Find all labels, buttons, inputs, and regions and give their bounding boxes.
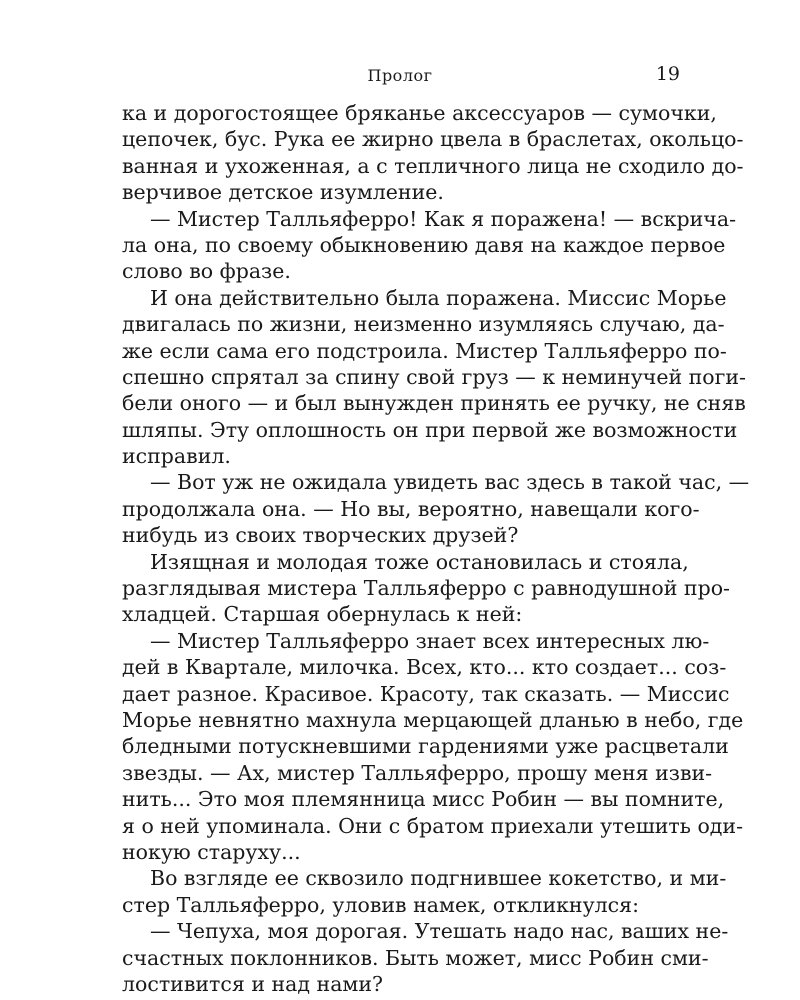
text-line: разглядывая мистера Талльяферро с равнодушной про- (122, 576, 730, 601)
text-line: — Чепуха, моя дорогая. Утешать надо нас, ваших не- (150, 919, 729, 944)
text-line: Изящная и молодая тоже остановилась и стояла, (150, 549, 689, 574)
text-line: исправил. (122, 444, 231, 469)
text-line: же если сама его подстроила. Мистер Талльяферро по- (122, 338, 727, 363)
text-line: верчивое детское изумление. (122, 180, 444, 205)
text-line: цепочек, бус. Рука ее жирно цвела в браслетах, окольцо- (122, 127, 744, 152)
text-line: — Мистер Талльяферро знает всех интересных лю- (150, 628, 710, 653)
page-body (122, 100, 750, 997)
text-line: лостивится и над нами? (122, 971, 384, 996)
chapter-title: Пролог (367, 66, 433, 85)
text-line: Во взгляде ее сквозило подгнившее кокетство, и ми- (150, 866, 727, 891)
text-line: бледными потускневшими гардениями уже расцветали (122, 734, 729, 759)
text-line: спешно спрятал за спину свой груз — к неминучей поги- (122, 364, 746, 389)
text-line: дей в Квартале, милочка. Всех, кто... кто создает... соз- (122, 655, 727, 680)
text-line: — Мистер Талльяферро! Как я поражена! — вскрича- (150, 206, 737, 231)
text-line: Морье невнятно махнула мерцающей дланью в небо, где (122, 707, 744, 732)
text-line: нить... Это моя племянница мисс Робин — вы помните, (122, 787, 725, 812)
text-line: звезды. — Ах, мистер Талльяферро, прошу меня изви- (122, 760, 713, 785)
text-line: ванная и ухоженная, а с тепличного лица не сходило до- (122, 153, 744, 178)
text-line: продолжала она. — Но вы, вероятно, навещали кого- (122, 496, 700, 521)
text-line: хладцей. Старшая обернулась к ней: (122, 602, 523, 627)
text-line: И она действительно была поражена. Миссис Морье (150, 285, 727, 310)
text-line: двигалась по жизни, неизменно изумляясь случаю, да- (122, 312, 725, 337)
text-line: нибудь из своих творческих друзей? (122, 523, 519, 548)
text-line: счастных поклонников. Быть может, мисс Робин сми- (122, 945, 709, 970)
text-line: — Вот уж не ожидала увидеть вас здесь в такой час, — (150, 470, 750, 495)
page-number: 19 (655, 63, 680, 85)
text-line: бели оного — и был вынужден принять ее ручку, не сняв (122, 391, 746, 416)
text-line: стер Талльяферро, уловив намек, откликнулся: (122, 892, 639, 917)
text-line: нокую старуху... (122, 839, 301, 864)
text-line: я о ней упоминала. Они с братом приехали утешить оди- (122, 813, 743, 838)
text-line: ла она, по своему обыкновению давя на каждое первое (122, 232, 726, 257)
text-line: дает разное. Красивое. Красоту, так сказать. — Миссис (122, 681, 730, 706)
text-line: слово во фразе. (122, 259, 291, 284)
text-line: шляпы. Эту оплошность он при первой же возможности (122, 417, 738, 442)
text-line: ка и дорогостоящее бряканье аксессуаров — сумочки, (122, 101, 717, 125)
running-head (120, 63, 680, 90)
